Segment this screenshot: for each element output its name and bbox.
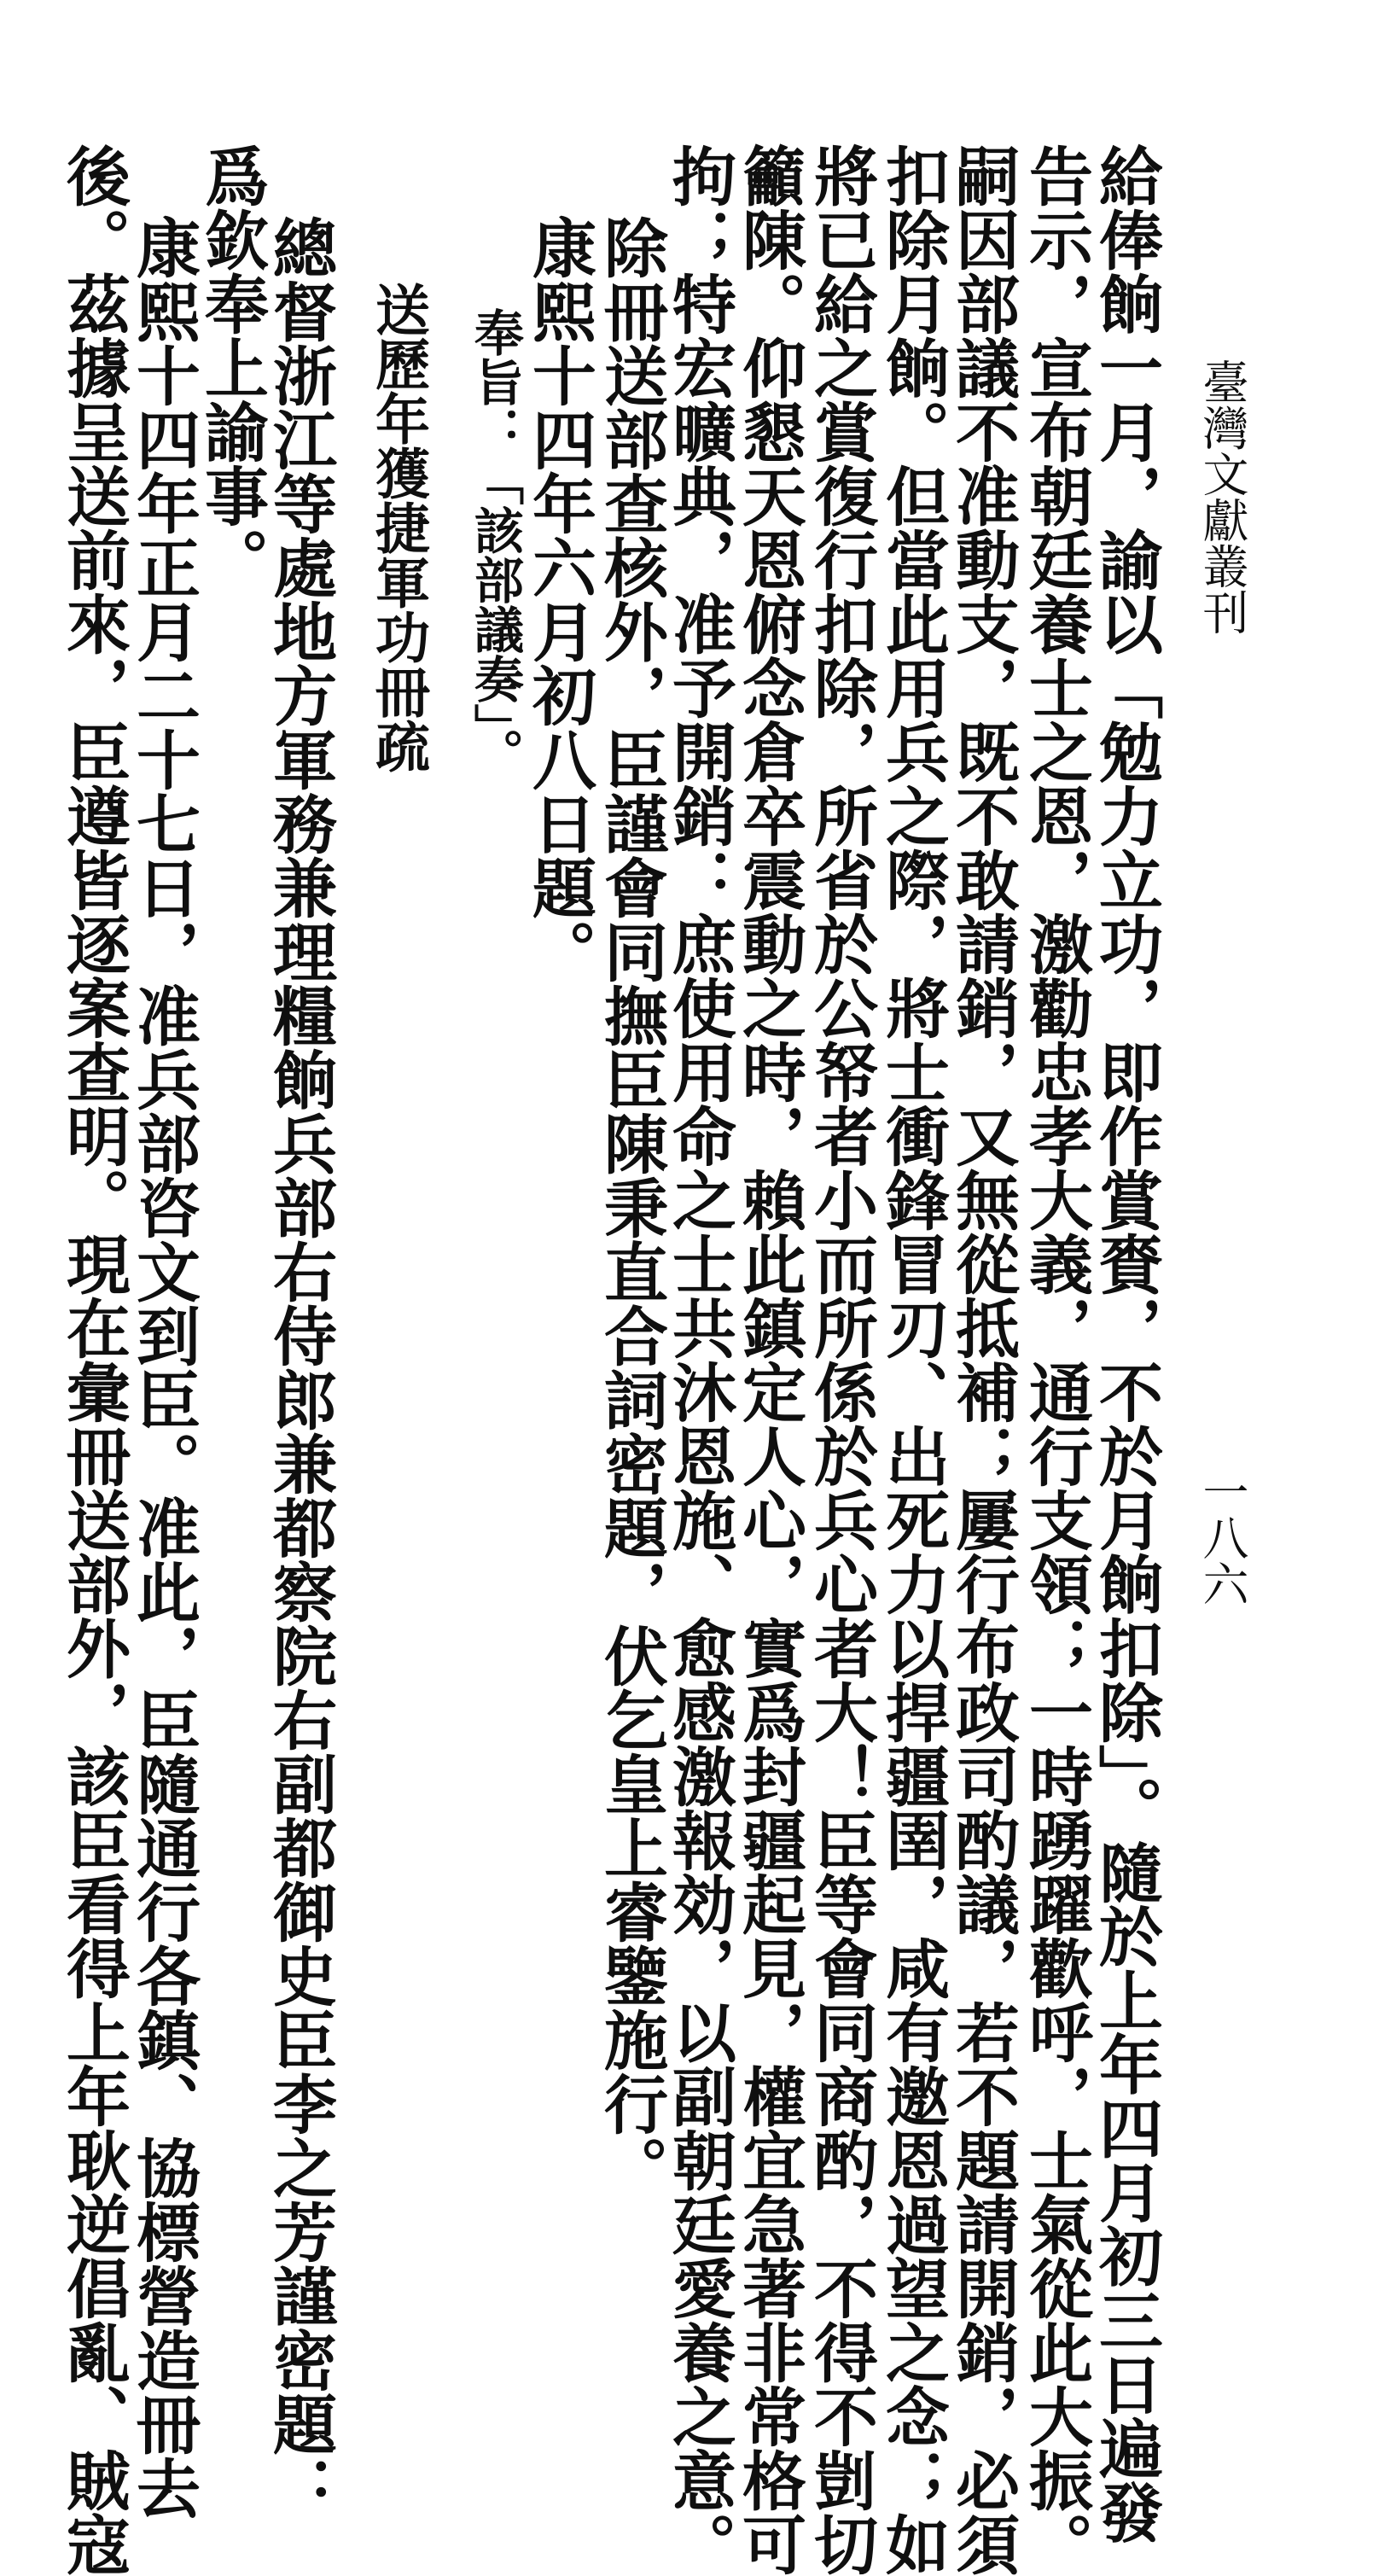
text-column-15: 後。茲據呈送前來，臣遵皆逐案查明。現在彙冊送部外，該臣看得上年耿逆倡亂、賊寇 (56, 143, 131, 2576)
running-header-title: 臺灣文獻叢刊 (1196, 358, 1249, 635)
text-column-5: 將已給之賞復行扣除，所省於公帑者小而所係於兵心者大！臣等會同商酌，不得不剴切 (804, 143, 879, 2576)
date-line: 康熙十四年六月初八日題。 (522, 215, 597, 983)
text-column-1: 給俸餉一月，諭以「勉力立功，即作賞賚，不於月餉扣除」。隨於上年四月初三日遍發 (1089, 143, 1164, 2544)
text-column-12: 總督浙江等處地方軍務兼理糧餉兵部右侍郎兼都察院右副都御史臣李之芳謹密題： (263, 215, 338, 2520)
page-number: 一八六 (1196, 1468, 1249, 1606)
text-column-3: 嗣因部議不准動支，既不敢請銷，又無從抵補；屢行布政司酌議，若不題請開銷，必須 (946, 143, 1021, 2576)
section-heading: 送歷年獲捷軍功冊疏 (366, 282, 430, 773)
text-column-4: 扣除月餉。但當此用兵之際，將士衝鋒冒刃、出死力以捍疆圉，咸有邀恩過望之念；如 (876, 143, 951, 2576)
text-column-2: 告示，宣布朝廷養士之恩，激勸忠孝大義，通行支領；一時踴躍歡呼，士氣從此大振。 (1019, 143, 1094, 2576)
imperial-rescript: 奉旨：「該部議奏」。 (466, 307, 524, 778)
text-column-7: 拘；特宏曠典，准予開銷：庶使用命之士共沐恩施、愈感激報効，以副朝廷愛養之意。 (662, 143, 737, 2576)
text-column-6: 籲陳。仰懇天恩俯念倉卒震動之時，賴此鎮定人心，實爲封疆起見，權宜急著非常格可 (732, 143, 807, 2576)
text-column-13: 爲欽奉上諭事。 (195, 143, 270, 592)
text-column-14: 康熙十四年正月二十七日，准兵部咨文到臣。准此，臣隨通行各鎮、協標營造冊去 (126, 215, 201, 2520)
text-column-8: 除冊送部查核外，臣謹會同撫臣陳秉直合詞密題，伏乞皇上睿鑒施行。 (594, 215, 669, 2200)
